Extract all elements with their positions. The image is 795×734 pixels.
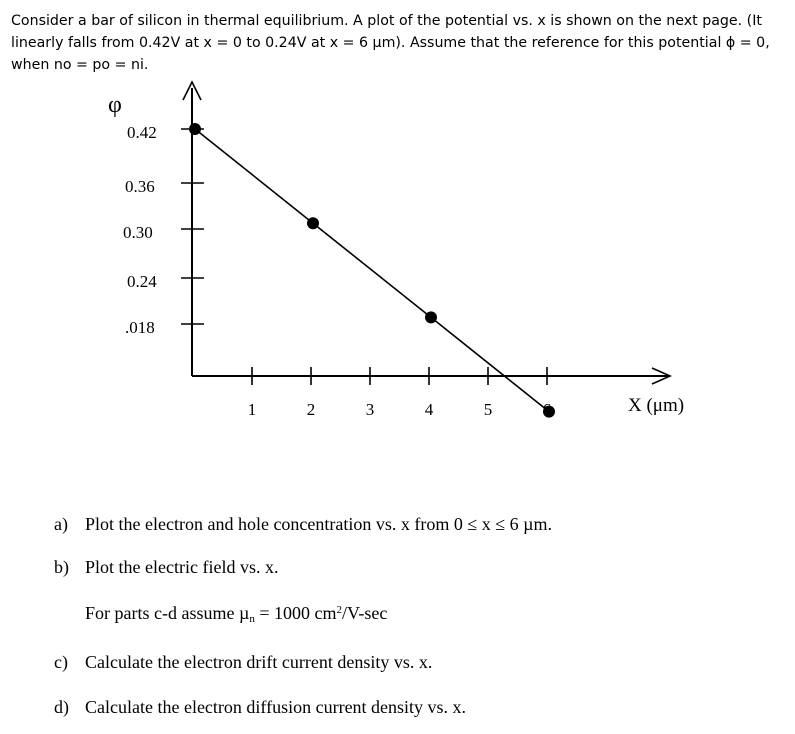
x-tick-label-5: 5: [483, 400, 493, 419]
question-a-text: Plot the electron and hole concentration vs. x from 0 ≤ x ≤ 6 µm.: [85, 514, 553, 534]
question-d-text: Calculate the electron diffusion current density vs. x.: [85, 697, 467, 717]
x-tick-label-4: 4: [424, 400, 434, 419]
y-tick-label-1: 0.42: [127, 123, 157, 142]
note-mu: µ: [238, 603, 250, 623]
data-point-1: [189, 123, 201, 135]
data-point-3: [425, 311, 437, 323]
question-b-text: Plot the electric field vs. x.: [85, 557, 279, 577]
note-value: = 1000 cm: [254, 603, 337, 623]
x-tick-label-2: 2: [306, 400, 316, 419]
y-tick-label-2: 0.36: [125, 177, 155, 196]
x-tick-label-3: 3: [365, 400, 375, 419]
data-point-4: [543, 406, 555, 418]
question-c-text: Calculate the electron drift current density vs. x.: [85, 652, 433, 672]
intro-line-1: Consider a bar of silicon in thermal equilibrium. A plot of the potential vs. x is shown on the next page. (It: [11, 13, 762, 29]
note-sub: n: [249, 613, 255, 625]
note-sup: 2: [336, 604, 342, 616]
question-a-label: a): [54, 514, 68, 534]
potential-line: [195, 129, 549, 412]
potential-series: [189, 123, 555, 418]
question-d-label: d): [54, 697, 69, 717]
y-tick-label-5: .018: [125, 318, 155, 337]
x-ticks: [248, 367, 552, 419]
y-tick-label-3: 0.30: [123, 223, 153, 242]
note-tail: /V-sec: [342, 603, 388, 623]
note-prefix: For parts c-d assume: [85, 603, 239, 623]
intro-line-2: linearly falls from 0.42V at x = 0 to 0.24V at x = 6 µm). Assume that the reference for this potential ϕ = 0,: [11, 35, 770, 51]
y-axis-label: φ: [108, 92, 122, 118]
x-tick-label-1: 1: [247, 400, 257, 419]
y-tick-label-4: 0.24: [127, 272, 157, 291]
x-axis-label: X (μm): [628, 395, 685, 416]
data-point-2: [307, 217, 319, 229]
intro-line-3: when no = po = ni.: [11, 57, 149, 73]
question-b-label: b): [54, 557, 69, 577]
question-c-label: c): [54, 652, 68, 672]
